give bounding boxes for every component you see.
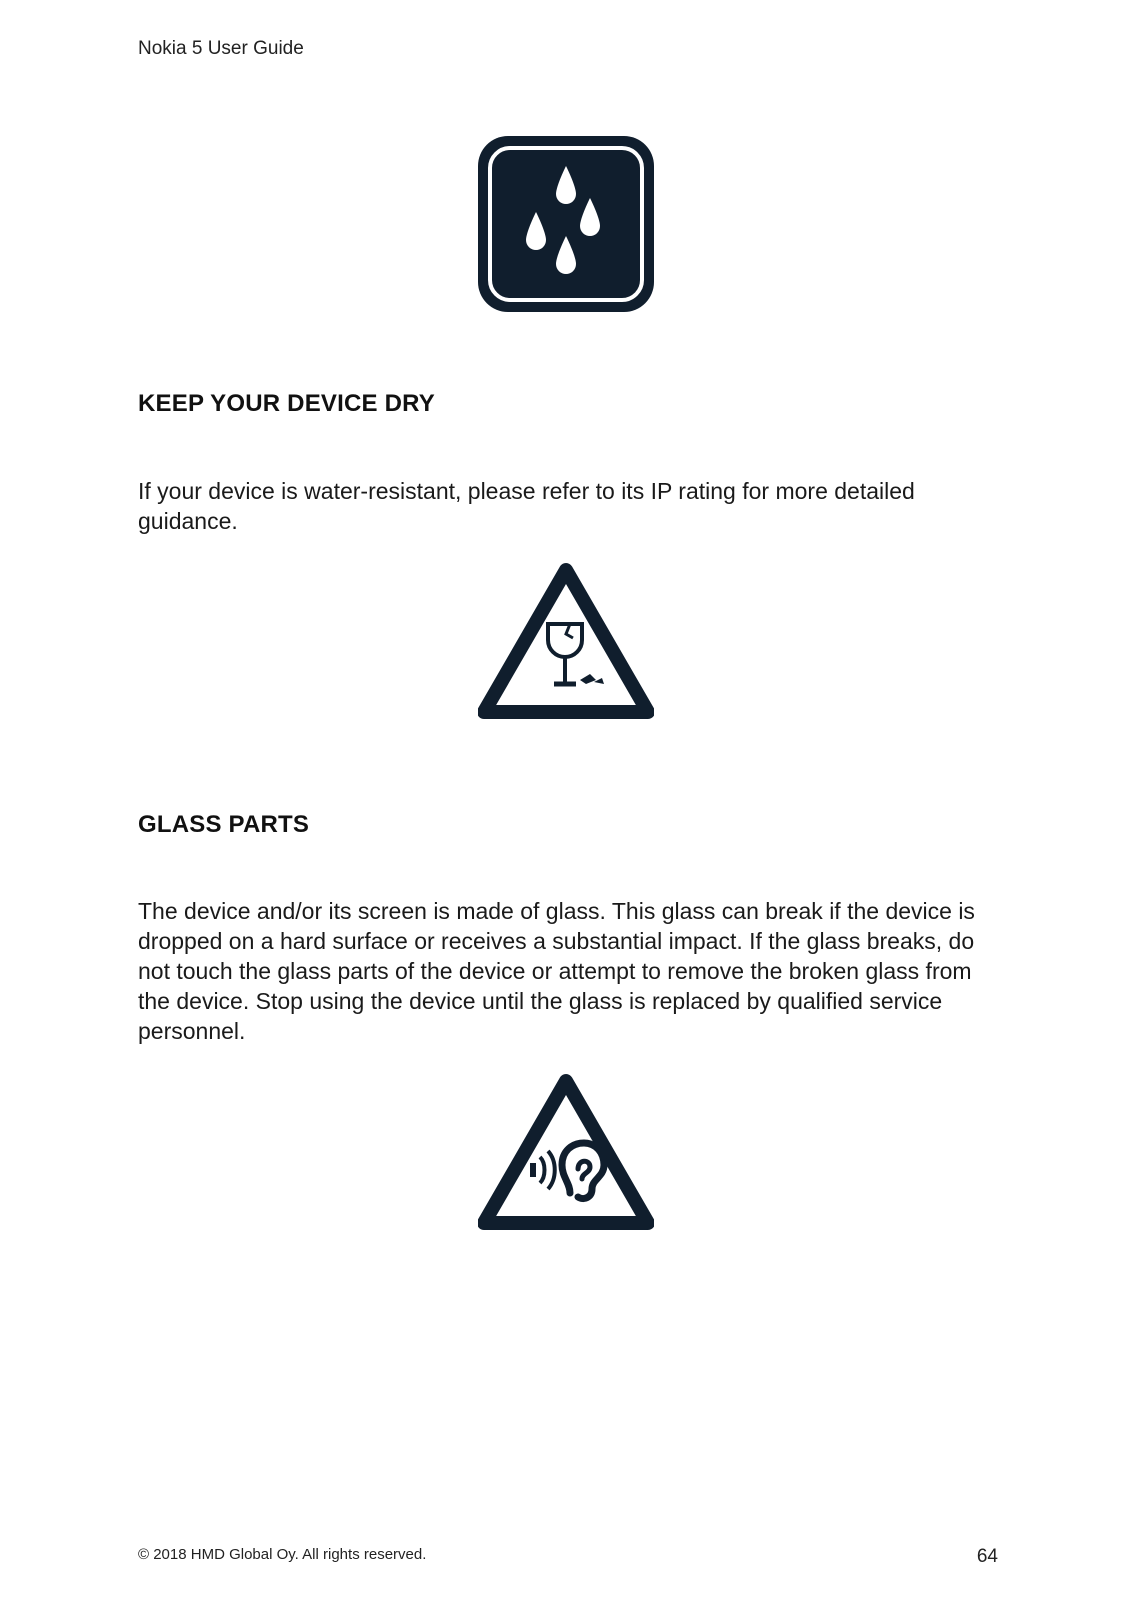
footer-copyright: © 2018 HMD Global Oy. All rights reserved. [138, 1546, 427, 1563]
section-body-glass-parts: The device and/or its screen is made of glass. This glass can break if the device is dropped on a hard surface or receives a substantial impact. If the glass breaks, do not touch the glass parts of the device or attempt to remove the broken glass from the device. Stop using the device until the glass is replaced by qualified service personnel. [138, 898, 975, 1044]
broken-glass-warning-icon [478, 562, 654, 722]
section-heading-keep-dry: KEEP YOUR DEVICE DRY [138, 390, 435, 417]
water-drops-icon [478, 136, 654, 312]
section-body-keep-dry: If your device is water-resistant, please refer to its IP rating for more detailed guidance. [138, 478, 915, 534]
section-heading-glass-parts: GLASS PARTS [138, 811, 310, 838]
document-header: Nokia 5 User Guide [138, 38, 304, 59]
hearing-warning-icon [478, 1073, 654, 1233]
page-number: 64 [976, 1546, 998, 1567]
